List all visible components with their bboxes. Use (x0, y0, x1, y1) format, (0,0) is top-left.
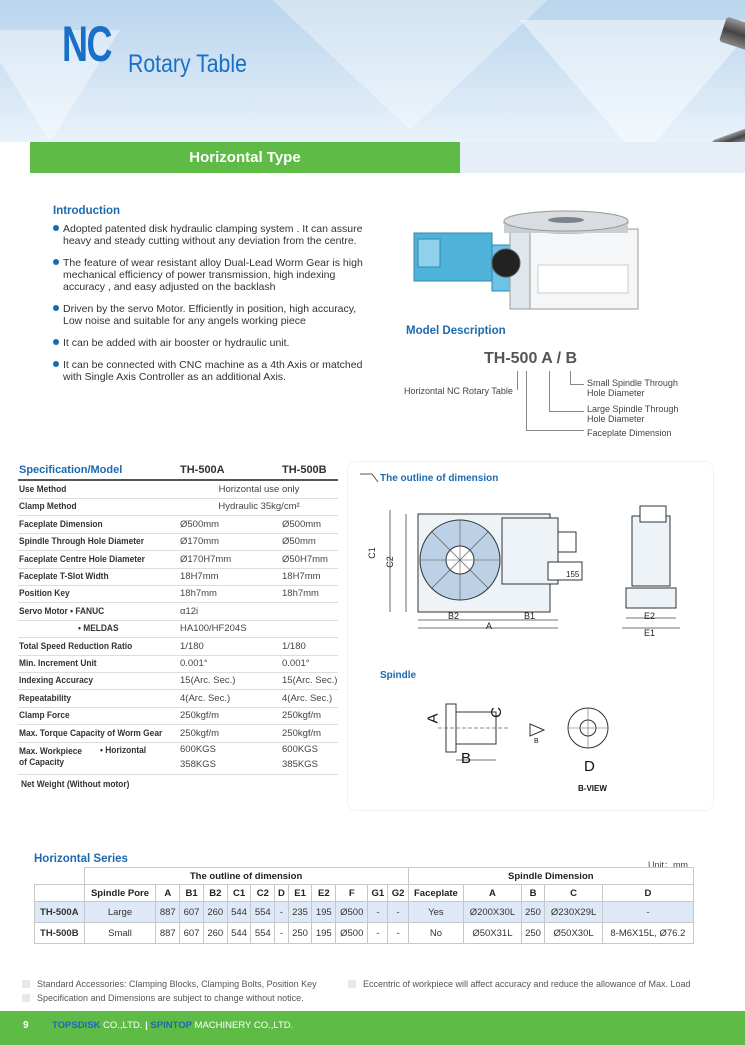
spec-row: Clamp Force 250kgf/m 250kgf/m (18, 707, 338, 725)
series-cell: No (408, 923, 464, 944)
series-cell: 607 (180, 902, 204, 923)
dim-155: 155 (566, 570, 580, 579)
series-row (35, 902, 694, 923)
spec-row: Indexing Accuracy 15(Arc. Sec.) 15(Arc. Sec.) (18, 672, 338, 690)
series-cell: 260 (203, 923, 227, 944)
md-line (526, 430, 584, 431)
series-col-header: D (275, 885, 289, 902)
spec-row-workpiece: Max. Workpiece of Capacity • Horizontal 600KGS 358KGS 600KGS 385KGS (18, 742, 338, 775)
spec-row: Clamp Method Hydraulic 35kg/cm² (18, 498, 338, 516)
series-cell: - (602, 902, 693, 923)
series-col-header: G1 (368, 885, 388, 902)
series-col-header: D (602, 885, 693, 902)
title-nc: NC (62, 16, 112, 72)
spindle-dim-d: D (584, 758, 595, 775)
spindle-dim-b: B (461, 750, 472, 767)
series-title: Horizontal Series (34, 853, 128, 865)
series-column-row (35, 885, 694, 902)
group-spindle: Spindle Dimension (408, 868, 693, 885)
series-cell: 260 (203, 902, 227, 923)
dim-c1: C1 (366, 547, 377, 559)
series-cell: 235 (288, 902, 312, 923)
series-col-header: Faceplate (408, 885, 464, 902)
spec-row: Servo Motor • FANUC α12i (18, 603, 338, 621)
md-line (570, 384, 584, 385)
series-cell: 8-M6X15L, Ø76.2 (602, 923, 693, 944)
bullet-icon (53, 259, 59, 265)
md-large-spindle-label: Large Spindle Through Hole Diameter (587, 404, 679, 424)
title-rotary-table: Rotary Table (128, 50, 247, 78)
outline-drawing (362, 502, 707, 652)
series-cell: TH-500B (35, 923, 85, 944)
note-accessories: Standard Accessories: Clamping Blocks, Clamping Bolts, Position Key (22, 979, 317, 989)
md-line (526, 371, 527, 431)
bullet-icon (53, 225, 59, 231)
series-col-header: A (464, 885, 521, 902)
series-cell: - (368, 902, 388, 923)
dim-a: A (486, 621, 493, 631)
series-cell: - (368, 923, 388, 944)
footer-companies: TOPSDISK CO.,LTD. | SPINTOP MACHINERY CO.,LTD. (52, 1020, 294, 1031)
spindle-dim-b-small: B (534, 738, 539, 745)
spec-row: Min. Increment Unit 0.001° 0.001° (18, 655, 338, 673)
note-eccentric: Eccentric of workpiece will affect accuracy and reduce the allowance of Max. Load (348, 979, 691, 989)
footer-bar (0, 1011, 745, 1045)
spec-row: Repeatability 4(Arc. Sec.) 4(Arc. Sec.) (18, 690, 338, 708)
bullet-icon (53, 305, 59, 311)
series-cell: 887 (156, 902, 180, 923)
spec-row: Faceplate T-Slot Width 18H7mm 18H7mm (18, 568, 338, 586)
note-change: Specification and Dimensions are subject to change without notice. (22, 993, 304, 1003)
spec-row: Position Key 18h7mm 18h7mm (18, 585, 338, 603)
series-cell: Yes (408, 902, 464, 923)
b-view-label: B-VIEW (578, 784, 607, 793)
md-left-label: Horizontal NC Rotary Table (404, 386, 513, 396)
series-col-header: C2 (251, 885, 275, 902)
series-col-header: E2 (312, 885, 336, 902)
series-cell: TH-500A (35, 902, 85, 923)
intro-item: The feature of wear resistant alloy Dual-Lead Worm Gear is high mechanical efficiency of power transmission, high indexing accuracy , and easy adjusted on the backlash (53, 257, 373, 293)
series-cell: Ø200X30L (464, 902, 521, 923)
md-line (549, 371, 550, 412)
page-number: 9 (23, 1020, 29, 1031)
series-col-header: E1 (288, 885, 312, 902)
section-banner: Horizontal Type (30, 142, 460, 173)
group-outline: The outline of dimension (84, 868, 408, 885)
intro-item: Driven by the servo Motor. Efficiently in position, high accuracy, Low noise and suitable for any angels working piece (53, 303, 373, 327)
model-description-heading: Model Description (406, 325, 506, 337)
md-line (517, 371, 518, 390)
series-col-header: A (156, 885, 180, 902)
series-cell: 195 (312, 902, 336, 923)
outline-arrow-icon (358, 472, 380, 484)
hero-header (0, 0, 745, 142)
series-cell: 607 (180, 923, 204, 944)
series-col-header: Spindle Pore (84, 885, 156, 902)
series-cell: - (388, 902, 408, 923)
intro-item: It can be connected with CNC machine as a 4th Axis or matched with Single Axis Controller as an additional Axis. (53, 359, 373, 383)
bullet-icon (53, 339, 59, 345)
dim-c2: C2 (384, 556, 395, 568)
series-cell: 544 (227, 902, 251, 923)
series-cell: 554 (251, 902, 275, 923)
series-col-header: G2 (388, 885, 408, 902)
series-cell: Ø50X30L (545, 923, 602, 944)
series-cell: Small (84, 923, 156, 944)
series-cell: 544 (227, 923, 251, 944)
series-col-header: C1 (227, 885, 251, 902)
outline-title: The outline of dimension (380, 473, 499, 484)
series-cell: - (275, 923, 289, 944)
intro-item: Adopted patented disk hydraulic clamping system . It can assure heavy and steady cutting without any deviation from the centre. (53, 223, 373, 247)
md-line (570, 371, 571, 385)
series-col-header: B2 (203, 885, 227, 902)
series-cell: 554 (251, 923, 275, 944)
series-cell: 250 (521, 902, 545, 923)
series-cell: Ø230X29L (545, 902, 602, 923)
spindle-title: Spindle (380, 670, 417, 681)
spec-row: Spindle Through Hole Diameter Ø170mm Ø50mm (18, 533, 338, 551)
spec-row: Faceplate Centre Hole Diameter Ø170H7mm Ø50H7mm (18, 551, 338, 569)
md-small-spindle-label: Small Spindle Through Hole Diameter (587, 378, 678, 398)
dim-b1: B1 (524, 611, 536, 621)
series-cell: 887 (156, 923, 180, 944)
spec-row: • MELDAS HA100/HF204S (18, 620, 338, 638)
series-cell: Large (84, 902, 156, 923)
series-row (35, 923, 694, 944)
series-col-header: B (521, 885, 545, 902)
spec-row: Total Speed Reduction Ratio 1/180 1/180 (18, 638, 338, 656)
spindle-dim-c: C (487, 707, 505, 718)
dimension-panel (348, 462, 713, 810)
spindle-dim-a: A (424, 713, 442, 724)
md-faceplate-label: Faceplate Dimension (587, 428, 672, 438)
dim-e2: E2 (644, 611, 656, 621)
series-col-header: B1 (180, 885, 204, 902)
spec-row: Faceplate Dimension Ø500mm Ø500mm (18, 516, 338, 534)
series-cell: Ø500 (336, 902, 368, 923)
series-cell: Ø500 (336, 923, 368, 944)
spec-row: Max. Torque Capacity of Worm Gear 250kgf/m 250kgf/m (18, 725, 338, 743)
dim-e1: E1 (644, 628, 656, 638)
series-cell: 195 (312, 923, 336, 944)
spec-row: Use Method Horizontal use only (18, 481, 338, 499)
series-cell: - (275, 902, 289, 923)
series-cell: 250 (288, 923, 312, 944)
introduction-section (53, 205, 373, 393)
series-table (34, 867, 694, 944)
intro-item: It can be added with air booster or hydraulic unit. (53, 337, 373, 349)
introduction-heading: Introduction (53, 205, 121, 217)
md-line (549, 411, 584, 412)
series-group-row (35, 868, 694, 885)
banner-extension (460, 142, 745, 173)
series-col-header: F (336, 885, 368, 902)
series-col-header: C (545, 885, 602, 902)
rotary-table-machine-image (410, 205, 642, 315)
series-cell: - (388, 923, 408, 944)
spec-header-row: Specification/Model TH-500A TH-500B (18, 461, 338, 481)
series-cell: Ø50X31L (464, 923, 521, 944)
spec-row-net-weight: Net Weight (Without motor) (21, 779, 130, 790)
series-cell: 250 (521, 923, 545, 944)
model-code: TH-500 A / B (484, 350, 578, 367)
dim-b2: B2 (448, 611, 460, 621)
bullet-icon (53, 361, 59, 367)
unit-label: Unit：mm (648, 860, 688, 870)
